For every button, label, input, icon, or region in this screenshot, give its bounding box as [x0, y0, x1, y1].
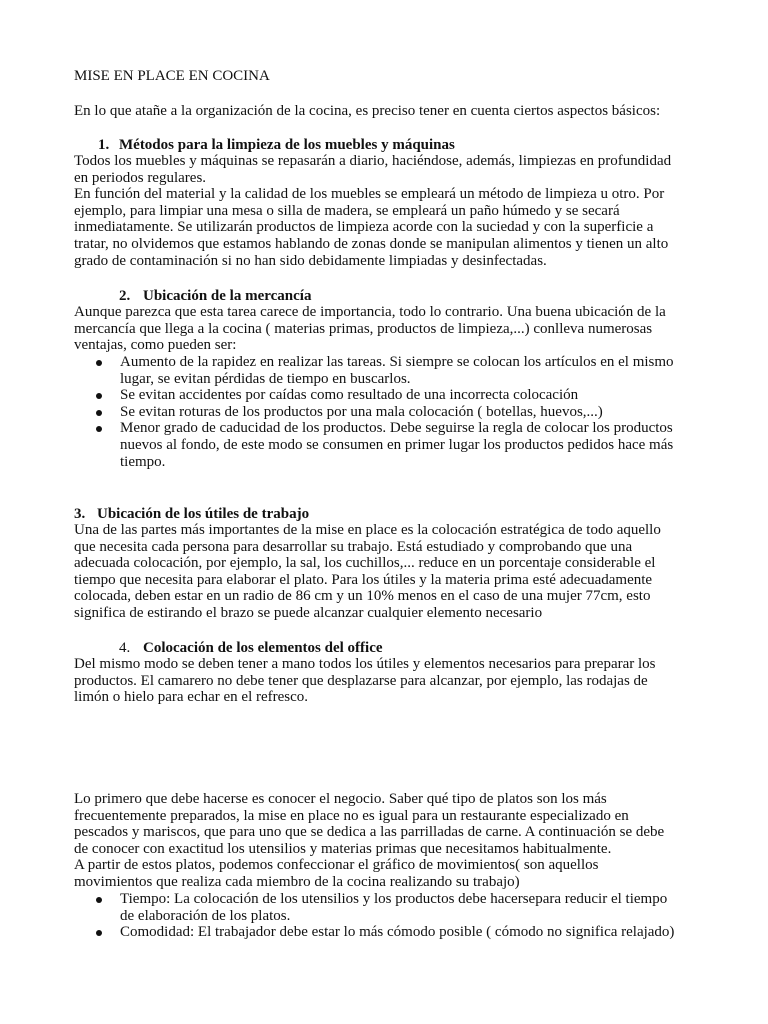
section-2-line: ventajas, como pueden ser: [74, 337, 237, 354]
section-1-number: 1. [98, 137, 110, 153]
bullet-icon [96, 930, 102, 936]
bullet-icon [96, 897, 102, 903]
section-4-line: productos. El camarero no debe tener que desplazarse para alcanzar, por ejemplo, las rodajas de [74, 672, 648, 689]
section-1-line: inmediatamente. Se utilizarán productos de limpieza acorde con la suciedad y con la superficie a [74, 219, 654, 236]
list-item: Tiempo: La colocación de los utensilios y los productos debe hacersepara reducir el tiempo de elaboración de los platos. [74, 891, 714, 924]
section-3-heading: Ubicación de los útiles de trabajo [97, 506, 310, 522]
closing-line: de conocer con exactitud los utensilios y materias primas que necesitamos habitualmente. [74, 840, 612, 857]
bullet-icon [96, 426, 102, 432]
section-4-line: Del mismo modo se deben tener a mano todos los útiles y elementos necesarios para preparar los [74, 656, 656, 672]
closing-body [74, 791, 714, 891]
section-3-line: tiempo que necesita para elaborar el plato. Para los útiles y la materia prima esté adecuadamente [74, 571, 653, 588]
intro-paragraph: En lo que atañe a la organización de la cocina, es preciso tener en cuenta ciertos aspectos básicos: [74, 103, 661, 119]
section-4-number: 4. [119, 640, 131, 656]
section-1-line: tratar, no olvidemos que estamos hablando de zonas donde se manipulan alimentos y tienen un alto [74, 235, 669, 252]
list-item: Se evitan roturas de los productos por una mala colocación ( botellas, huevos,...) [74, 404, 714, 421]
section-2-line: Aunque parezca que esta tarea carece de importancia, todo lo contrario. Una buena ubicación de la [74, 304, 666, 320]
closing-line: frecuentemente preparados, la mise en place no es igual para un restaurante especializado en [74, 807, 629, 824]
section-3-line: Una de las partes más importantes de la mise en place es la colocación estratégica de todo aquello [74, 522, 661, 538]
section-3-body [74, 522, 714, 622]
closing-bullet-list [74, 891, 714, 941]
list-item: Aumento de la rapidez en realizar las tareas. Si siempre se colocan los artículos en el mismo lugar, se evitan pérdidas de tiempo en buscarlos. [74, 354, 714, 387]
section-4-heading: Colocación de los elementos del office [143, 640, 383, 656]
closing-line: A partir de estos platos, podemos confeccionar el gráfico de movimientos( son aquellos [74, 857, 599, 874]
section-2-number: 2. [119, 288, 131, 304]
section-1-line: Todos los muebles y máquinas se repasarán a diario, haciéndose, además, limpiezas en profundidad [74, 153, 672, 169]
closing-line: pescados y mariscos, que para uno que se dedica a las parrilladas de carne. A continuación se debe [74, 824, 665, 841]
list-item: Comodidad: El trabajador debe estar lo más cómodo posible ( cómodo no significa relajado) [74, 924, 714, 941]
section-3-line: significa de estirando el brazo se puede alcanzar cualquier elemento necesario [74, 604, 543, 621]
section-3-line: colocada, deben estar en un radio de 86 cm y un 10% menos en el caso de una mujer 77cm, esto [74, 588, 651, 605]
section-1-line: En función del material y la calidad de los muebles se empleará un método de limpieza u otro. Por [74, 186, 665, 203]
list-item: Menor grado de caducidad de los productos. Debe seguirse la regla de colocar los productos nuevos al fondo, de este modo se consumen en primer lugar los productos pedidos hace más tiempo. [74, 420, 714, 470]
closing-line: movimientos que realiza cada miembro de la cocina realizando su trabajo) [74, 873, 520, 890]
section-1-heading: Métodos para la limpieza de los muebles y máquinas [119, 137, 455, 153]
section-2-body [74, 304, 714, 354]
bullet-icon [96, 360, 102, 366]
section-3-number: 3. [74, 506, 86, 522]
section-3-line: adecuada colocación, por ejemplo, la sal, los cuchillos,... reduce en un porcentaje considerable el [74, 555, 656, 572]
closing-line: Lo primero que debe hacerse es conocer el negocio. Saber qué tipo de platos son los más [74, 791, 607, 807]
section-1-line: en periodos regulares. [74, 169, 207, 186]
section-4-line: limón o hielo para echar en el refresco. [74, 689, 309, 706]
section-2-line: mercancía que llega a la cocina ( materias primas, productos de limpieza,...) conlleva numerosas [74, 320, 653, 337]
section-1-line: ejemplo, para limpiar una mesa o silla de madera, se empleará un paño húmedo y se secará [74, 202, 620, 219]
section-2-bullet-list [74, 354, 714, 470]
bullet-icon [96, 393, 102, 399]
section-3-line: que necesita cada persona para desarrollar su trabajo. Está estudiado y comprobando que una [74, 538, 633, 555]
document-title: MISE EN PLACE EN COCINA [74, 68, 270, 84]
section-1-body [74, 153, 714, 269]
list-item: Se evitan accidentes por caídas como resultado de una incorrecta colocación [74, 387, 714, 404]
section-4-body [74, 656, 714, 706]
bullet-icon [96, 410, 102, 416]
section-1-line: grado de contaminación si no han sido debidamente limpiadas y desinfectadas. [74, 252, 547, 269]
section-2-heading: Ubicación de la mercancía [143, 288, 312, 304]
